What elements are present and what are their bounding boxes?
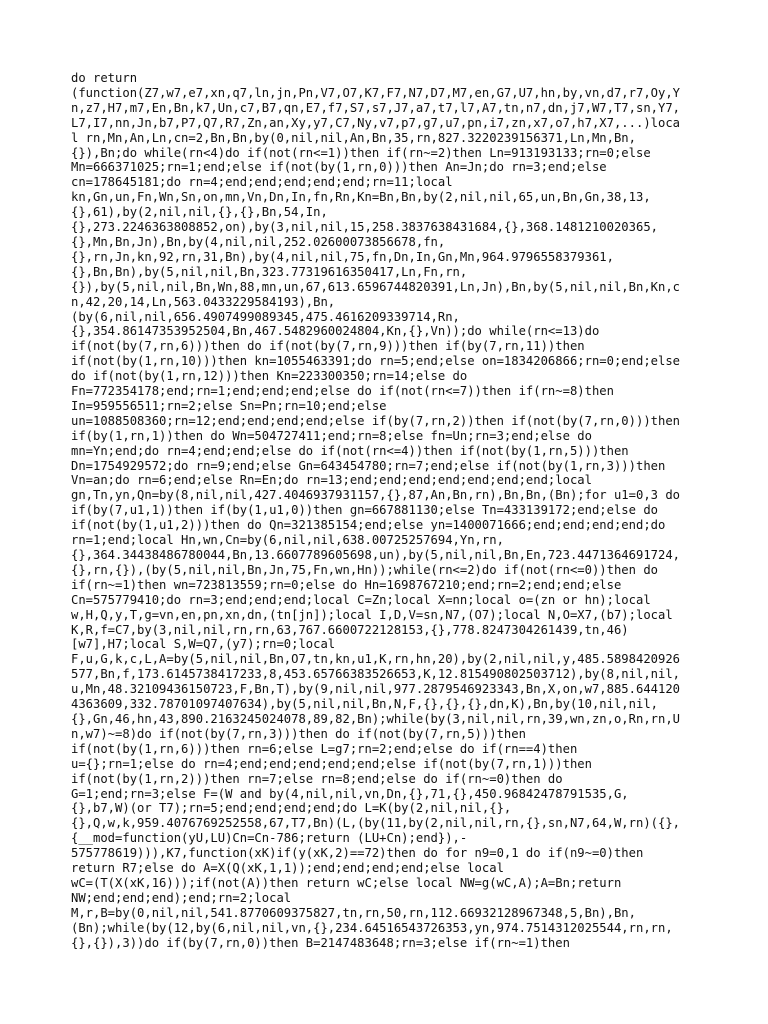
code-line: {},Bn,Bn),by(5,nil,nil,Bn,323.77319616350417,Ln,Fn,rn, bbox=[71, 264, 468, 279]
lua-code-block bbox=[71, 71, 711, 950]
code-line: w,H,Q,y,T,g=vn,en,pn,xn,dn,(tn[jn]);local I,D,V=sn,N7,(O7);local N,O=X7,(b7);local bbox=[71, 607, 673, 622]
code-line: n,42,20,14,Ln,563.0433229584193),Bn, bbox=[71, 294, 336, 309]
code-line: kn,Gn,un,Fn,Wn,Sn,on,mn,Vn,Dn,In,fn,Rn,Kn=Bn,Bn,by(2,nil,nil,65,un,Bn,Gn,38,13, bbox=[71, 190, 651, 205]
code-line: {},b7,W)(or T7);rn=5;end;end;end;end;do L=K(by(2,nil,nil,{}, bbox=[71, 801, 512, 816]
code-line: do if(not(by(1,rn,12)))then Kn=223300350;rn=14;else do bbox=[71, 369, 468, 384]
code-line: 4363609,332.78701097407634),by(5,nil,nil,Bn,N,F,{},{},{},dn,K),Bn,by(10,nil,nil, bbox=[71, 697, 658, 712]
code-line: {},Q,w,k,959.4076769252558,67,T7,Bn)(L,(by(11,by(2,nil,nil,rn,{},sn,N7,64,W,rn)({}, bbox=[71, 816, 681, 831]
code-line: F,u,G,k,c,L,A=by(5,nil,nil,Bn,O7,tn,kn,u1,K,rn,hn,20),by(2,nil,nil,y,485.5898420926 bbox=[71, 652, 681, 667]
code-line: if(not(by(1,rn,6)))then rn=6;else L=g7;rn=2;end;else do if(rn==4)then bbox=[71, 741, 578, 756]
code-line: K,R,f=C7,by(3,nil,nil,rn,rn,63,767.6600722128153,{},778.8247304261439,tn,46) bbox=[71, 622, 629, 637]
code-line: {}),by(5,nil,nil,Bn,Wn,88,mn,un,67,613.6596744820391,Ln,Jn),Bn,by(5,nil,nil,Bn,Kn,c bbox=[71, 279, 681, 294]
code-line: rn=1;end;local Hn,wn,Cn=by(6,nil,nil,638.00725257694,Yn,rn, bbox=[71, 533, 504, 548]
code-line: Cn=575779410;do rn=3;end;end;end;local C=Zn;local X=nn;local o=(zn or hn);local bbox=[71, 592, 651, 607]
code-line: {},rn,Jn,kn,92,rn,31,Bn),by(4,nil,nil,75,fn,Dn,In,Gn,Mn,964.9796558379361, bbox=[71, 249, 614, 264]
code-line: 577,Bn,f,173.6145738417233,8,453.65766383526653,K,12.815490802503712),by(8,nil,nil, bbox=[71, 667, 681, 682]
code-line: if(not(by(1,rn,10)))then kn=1055463391;do rn=5;end;else on=1834206866;rn=0;end;else bbox=[71, 354, 681, 369]
code-line: if(rn~=1)then wn=723813559;rn=0;else do Hn=1698767210;end;rn=2;end;end;else bbox=[71, 577, 622, 592]
code-line: un=1088508360;rn=12;end;end;end;end;else if(by(7,rn,2))then if(not(by(7,rn,0)))then bbox=[71, 413, 681, 428]
code-line: do return bbox=[71, 71, 138, 85]
code-line: {},364.34438486780044,Bn,13.6607789605698,un),by(5,nil,nil,Bn,En,723.4471364691724, bbox=[71, 548, 681, 562]
code-line: (by(6,nil,nil,656.4907499089345,475.4616209339714,Rn, bbox=[71, 309, 460, 324]
code-line: {},Gn,46,hn,43,890.2163245024078,89,82,Bn);while(by(3,nil,nil,rn,39,wn,zn,o,Rn,rn,U bbox=[71, 711, 681, 726]
code-line: {},Mn,Bn,Jn),Bn,by(4,nil,nil,252.02600073856678,fn, bbox=[71, 234, 446, 249]
code-line: [w7],H7;local S,W=Q7,(y7);rn=0;local bbox=[71, 637, 336, 652]
code-line: if(by(1,rn,1))then do Wn=504727411;end;rn=8;else fn=Un;rn=3;end;else do bbox=[71, 428, 592, 443]
code-line: Fn=772354178;end;rn=1;end;end;end;else do if(not(rn<=7))then if(rn~=8)then bbox=[71, 384, 614, 399]
code-line: {},354.86147353952504,Bn,467.5482960024804,Kn,{},Vn));do while(rn<=13)do bbox=[71, 324, 600, 339]
code-line: 575778619))),K7,function(xK)if(y(xK,2)==72)then do for n9=0,1 do if(n9~=0)then bbox=[71, 846, 644, 861]
code-line: L7,I7,nn,Jn,b7,P7,Q7,R7,Zn,an,Xy,y7,C7,Ny,v7,p7,g7,u7,pn,i7,zn,x7,o7,h7,X7,...)loca bbox=[71, 115, 681, 130]
code-line: u={};rn=1;else do rn=4;end;end;end;end;end;else if(not(by(7,rn,1)))then bbox=[71, 756, 592, 771]
code-line: {},{}),3))do if(by(7,rn,0))then B=2147483648;rn=3;else if(rn~=1)then bbox=[71, 935, 570, 950]
code-line: {},273.2246363808852,on),by(3,nil,nil,15,258.3837638431684,{},368.1481210020365, bbox=[71, 220, 658, 235]
code-line: G=1;end;rn=3;else F=(W and by(4,nil,nil,vn,Dn,{},71,{},450.96842478791535,G, bbox=[71, 786, 629, 801]
code-line: In=959556511;rn=2;else Sn=Pn;rn=10;end;else bbox=[71, 398, 387, 413]
code-line: {},61),by(2,nil,nil,{},{},Bn,54,In, bbox=[71, 205, 328, 220]
code-line: n,z7,H7,m7,En,Bn,k7,Un,c7,B7,qn,E7,f7,S7,s7,J7,a7,t7,l7,A7,tn,n7,dn,j7,W7,T7,sn,Y7, bbox=[71, 100, 681, 115]
code-line: Mn=666371025;rn=1;end;else if(not(by(1,rn,0)))then An=Jn;do rn=3;end;else bbox=[71, 160, 607, 175]
code-line: Dn=1754929572;do rn=9;end;else Gn=643454780;rn=7;end;else if(not(by(1,rn,3)))then bbox=[71, 458, 666, 473]
code-line: {},rn,{}),(by(5,nil,nil,Bn,Jn,75,Fn,wn,Hn));while(rn<=2)do if(not(rn<=0))then do bbox=[71, 562, 658, 577]
code-line: return R7;else do A=X(Q(xK,1,1));end;end;end;end;else local bbox=[71, 861, 504, 876]
code-line: NW;end;end;end);end;rn=2;local bbox=[71, 890, 292, 905]
code-line: Vn=an;do rn=6;end;else Rn=En;do rn=13;end;end;end;end;end;end;end;local bbox=[71, 473, 592, 488]
code-line: n,w7)~=8)do if(not(by(7,rn,3)))then do if(not(by(7,rn,5)))then bbox=[71, 726, 526, 741]
code-line: gn,Tn,yn,Qn=by(8,nil,nil,427.4046937931157,{},87,An,Bn,rn),Bn,Bn,(Bn);for u1=0,3 do bbox=[71, 488, 681, 503]
code-line: cn=178645181;do rn=4;end;end;end;end;end;rn=11;local bbox=[71, 175, 453, 190]
code-line: {__mod=function(yU,LU)Cn=Cn-786;return (LU+Cn);end}),- bbox=[71, 831, 468, 846]
code-line: mn=Yn;end;do rn=4;end;end;else do if(not(rn<=4))then if(not(by(1,rn,5)))then bbox=[71, 443, 629, 458]
code-line: if(not(by(1,rn,2)))then rn=7;else rn=8;end;else do if(rn~=0)then do bbox=[71, 771, 563, 786]
code-line: M,r,B=by(0,nil,nil,541.8770609375827,tn,rn,50,rn,112.66932128967348,5,Bn),Bn, bbox=[71, 905, 636, 920]
code-line: l rn,Mn,An,Ln,cn=2,Bn,Bn,by(0,nil,nil,An,Bn,35,rn,827.3220239156371,Ln,Mn,Bn, bbox=[71, 130, 636, 145]
code-line: wC=(T(X(xK,16)));if(not(A))then return wC;else local NW=g(wC,A);A=Bn;return bbox=[71, 875, 622, 890]
code-line: if(not(by(7,rn,6)))then do if(not(by(7,rn,9)))then if(by(7,rn,11))then bbox=[71, 339, 585, 354]
code-line: u,Mn,48.32109436150723,F,Bn,T),by(9,nil,nil,977.2879546923343,Bn,X,on,w7,885.644120 bbox=[71, 682, 681, 697]
code-line: {}),Bn;do while(rn<4)do if(not(rn<=1))then if(rn~=2)then Ln=913193133;rn=0;else bbox=[71, 145, 651, 160]
code-line: (Bn);while(by(12,by(6,nil,nil,vn,{},234.64516543726353,yn,974.7514312025544,rn,rn, bbox=[71, 920, 673, 935]
code-line: if(not(by(1,u1,2)))then do Qn=321385154;end;else yn=1400071666;end;end;end;end;do bbox=[71, 518, 666, 533]
code-line: if(by(7,u1,1))then if(by(1,u1,0))then gn=667881130;else Tn=433139172;end;else do bbox=[71, 503, 658, 518]
code-line: (function(Z7,w7,e7,xn,q7,ln,jn,Pn,V7,O7,K7,F7,N7,D7,M7,en,G7,U7,hn,by,vn,d7,r7,Oy,Y bbox=[71, 85, 681, 100]
